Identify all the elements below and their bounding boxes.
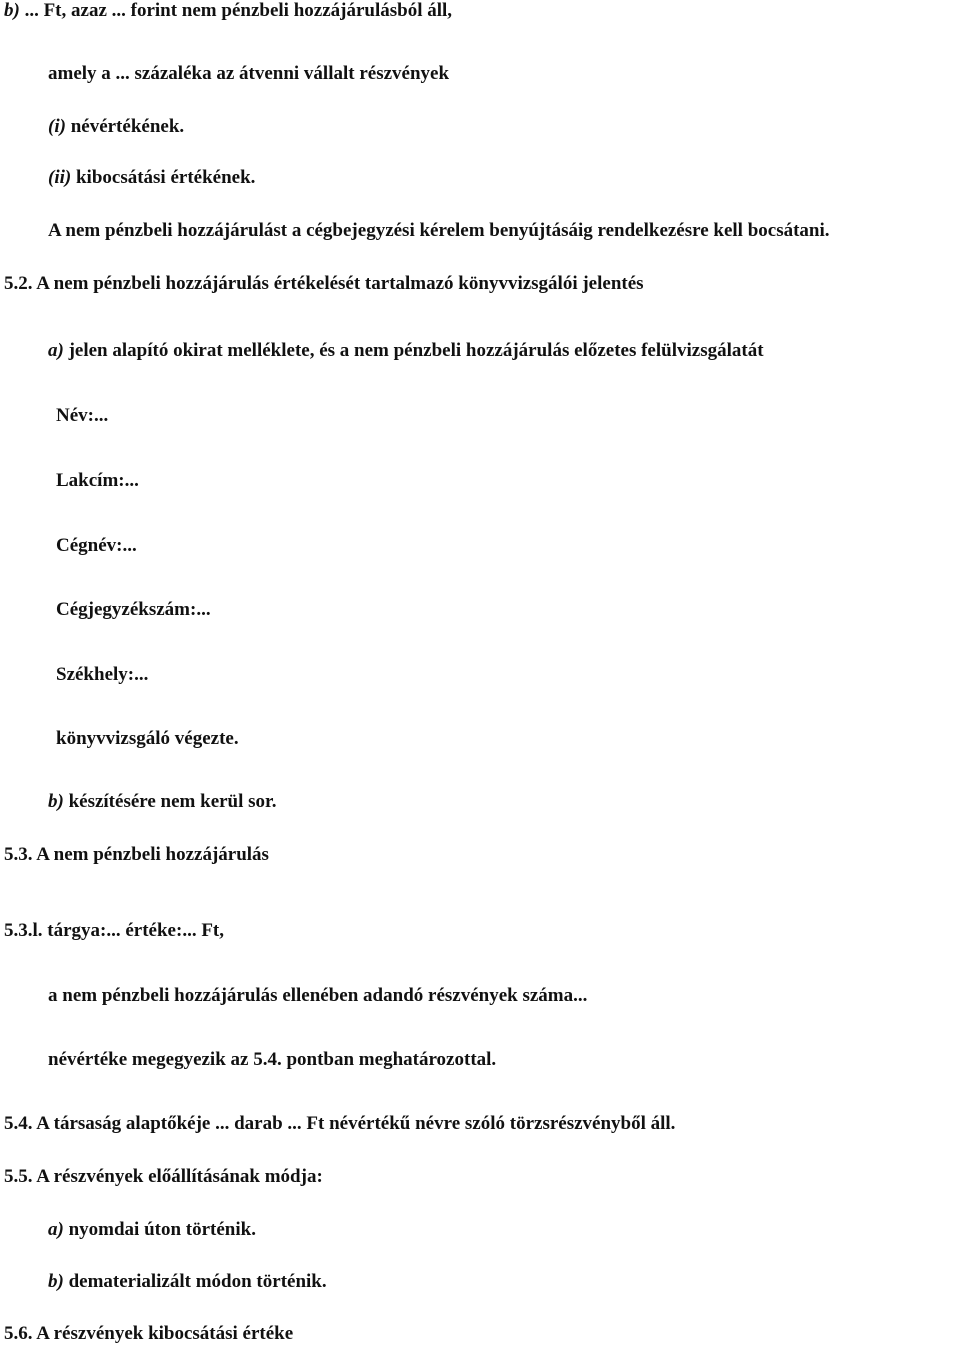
field-label: Cégjegyzékszám:... xyxy=(56,599,211,620)
line-cegbejegyzesi xyxy=(48,220,830,242)
line-5-3-1 xyxy=(4,920,224,942)
line-text: könyvvizsgáló végezte. xyxy=(56,728,239,749)
line-text: nyomdai úton történik. xyxy=(63,1219,256,1240)
line-text: 5.5. A részvények előállításának módja: xyxy=(4,1166,323,1187)
heading-5-5 xyxy=(4,1166,323,1188)
line-text: készítésére nem kerül sor. xyxy=(63,791,277,812)
line-text: a nem pénzbeli hozzájárulás ellenében adandó részvények száma... xyxy=(48,985,588,1006)
line-text: 5.3.l. tárgya:... értéke:... Ft, xyxy=(4,920,225,941)
heading-5-3 xyxy=(4,844,269,866)
line-text: amely a ... százaléka az átvenni vállalt részvények xyxy=(48,63,450,84)
item-marker: (i) xyxy=(48,116,66,137)
field-nev xyxy=(56,405,108,427)
line-text: jelen alapító okirat melléklete, és a nem pénzbeli hozzájárulás előzetes felülvizsgálatát xyxy=(63,340,764,361)
line-amely xyxy=(48,63,449,85)
line-text: 5.4. A társaság alaptőkéje ... darab ... Ft névértékű névre szóló törzsrészvényből áll. xyxy=(4,1113,676,1134)
line-a-jelen xyxy=(48,340,764,362)
line-reszvenyek-szama xyxy=(48,985,587,1007)
field-lakcim xyxy=(56,470,139,492)
field-label: Név:... xyxy=(56,405,109,426)
item-marker: b) xyxy=(48,1271,64,1292)
line-text: A nem pénzbeli hozzájárulást a cégbejegyzési kérelem benyújtásáig rendelkezésre kell bocsátani. xyxy=(48,220,830,241)
line-i-nevertek xyxy=(48,116,184,138)
line-text: névértékének. xyxy=(65,116,185,137)
item-marker: b) xyxy=(48,791,64,812)
line-b-keszitesere xyxy=(48,791,276,813)
line-text: dematerializált módon történik. xyxy=(63,1271,327,1292)
line-b-dematerializalt xyxy=(48,1271,327,1293)
heading-5-4 xyxy=(4,1113,675,1135)
field-cegjegyzekszam xyxy=(56,599,211,621)
line-text: névértéke megegyezik az 5.4. pontban meghatározottal. xyxy=(48,1049,497,1070)
field-cegnev xyxy=(56,535,137,557)
line-text: kibocsátási értékének. xyxy=(71,167,256,188)
line-text: 5.3. A nem pénzbeli hozzájárulás xyxy=(4,844,269,865)
item-marker: a) xyxy=(48,1219,64,1240)
field-label: Cégnév:... xyxy=(56,535,137,556)
line-konyvvizsgalo xyxy=(56,728,239,750)
field-szekhely xyxy=(56,664,148,686)
line-a-nyomdai xyxy=(48,1219,256,1241)
item-marker: (ii) xyxy=(48,167,72,188)
heading-5-2 xyxy=(4,273,644,295)
item-marker: a) xyxy=(48,340,64,361)
heading-5-6 xyxy=(4,1323,293,1345)
field-label: Székhely:... xyxy=(56,664,149,685)
line-b-ft xyxy=(4,0,452,22)
item-marker: b) xyxy=(4,0,20,21)
line-ii-kibocsatasi xyxy=(48,167,255,189)
field-label: Lakcím:... xyxy=(56,470,139,491)
line-text: 5.6. A részvények kibocsátási értéke xyxy=(4,1323,294,1344)
line-nevertek-megegyezik xyxy=(48,1049,496,1071)
line-text: 5.2. A nem pénzbeli hozzájárulás értékelését tartalmazó könyvvizsgálói jelentés xyxy=(4,273,644,294)
line-text: ... Ft, azaz ... forint nem pénzbeli hozzájárulásból áll, xyxy=(19,0,453,21)
